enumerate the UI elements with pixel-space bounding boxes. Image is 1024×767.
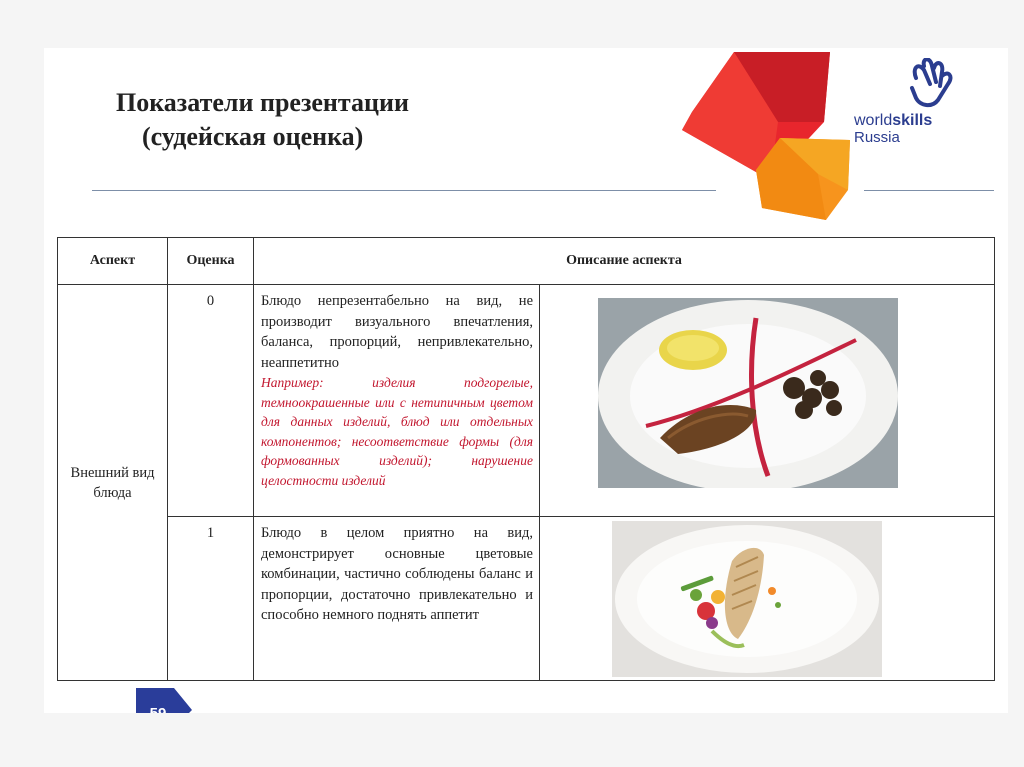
page-number-badge xyxy=(136,688,192,713)
viewer-top-bar xyxy=(0,0,1024,48)
title-line-1: Показатели презентации xyxy=(116,88,409,117)
description-cell xyxy=(254,517,540,681)
title-divider-right xyxy=(864,190,994,191)
table-row xyxy=(58,517,995,681)
worldskills-logo xyxy=(854,58,954,148)
logo-word-world: world xyxy=(854,112,893,129)
logo-wordmark xyxy=(854,112,932,146)
aspect-cell: Внешний вид блюда xyxy=(58,285,168,681)
table-header-row xyxy=(58,238,995,285)
example-text: Например: изделия подгорелые, темноокрашенные или с нетипичным цветом для данных изделий, блюд или отдельных компонентов; несоответствие формы (для формованных изделий); нарушение целостности изделий xyxy=(261,375,533,488)
slide-title xyxy=(116,86,636,154)
score-cell: 0 xyxy=(168,285,254,517)
viewer-bottom-bar xyxy=(0,713,1024,767)
page-number-text xyxy=(150,705,167,713)
presentation-slide xyxy=(44,48,1008,713)
score-cell: 1 xyxy=(168,517,254,681)
header-score: Оценка xyxy=(168,238,254,285)
title-line-2: (судейская оценка) xyxy=(142,122,364,151)
description-text: Блюдо в целом приятно на вид, демонстрирует основные цветовые комбинации, частично соблюдены баланс и пропорции, достаточно привлекательно и способно немного поднять аппетит xyxy=(261,525,533,623)
title-divider-left xyxy=(92,190,716,191)
header-description: Описание аспекта xyxy=(254,238,995,285)
description-cell xyxy=(254,285,540,517)
photo-cell xyxy=(540,517,995,681)
photo-cell xyxy=(540,285,995,517)
hand-symbol-icon xyxy=(908,58,954,110)
orange-cube-graphic xyxy=(752,130,852,222)
logo-word-russia: Russia xyxy=(854,129,900,146)
unappetizing-dish-photo xyxy=(598,298,898,488)
table-row xyxy=(58,285,995,517)
header-aspect: Аспект xyxy=(58,238,168,285)
pleasant-dish-photo xyxy=(612,521,882,677)
criteria-table xyxy=(57,237,995,681)
logo-word-skills: skills xyxy=(892,112,933,129)
description-text: Блюдо непрезентабельно на вид, не производит визуального впечатления, баланса, пропорций, непривлекательно, неаппетитно xyxy=(261,293,533,371)
